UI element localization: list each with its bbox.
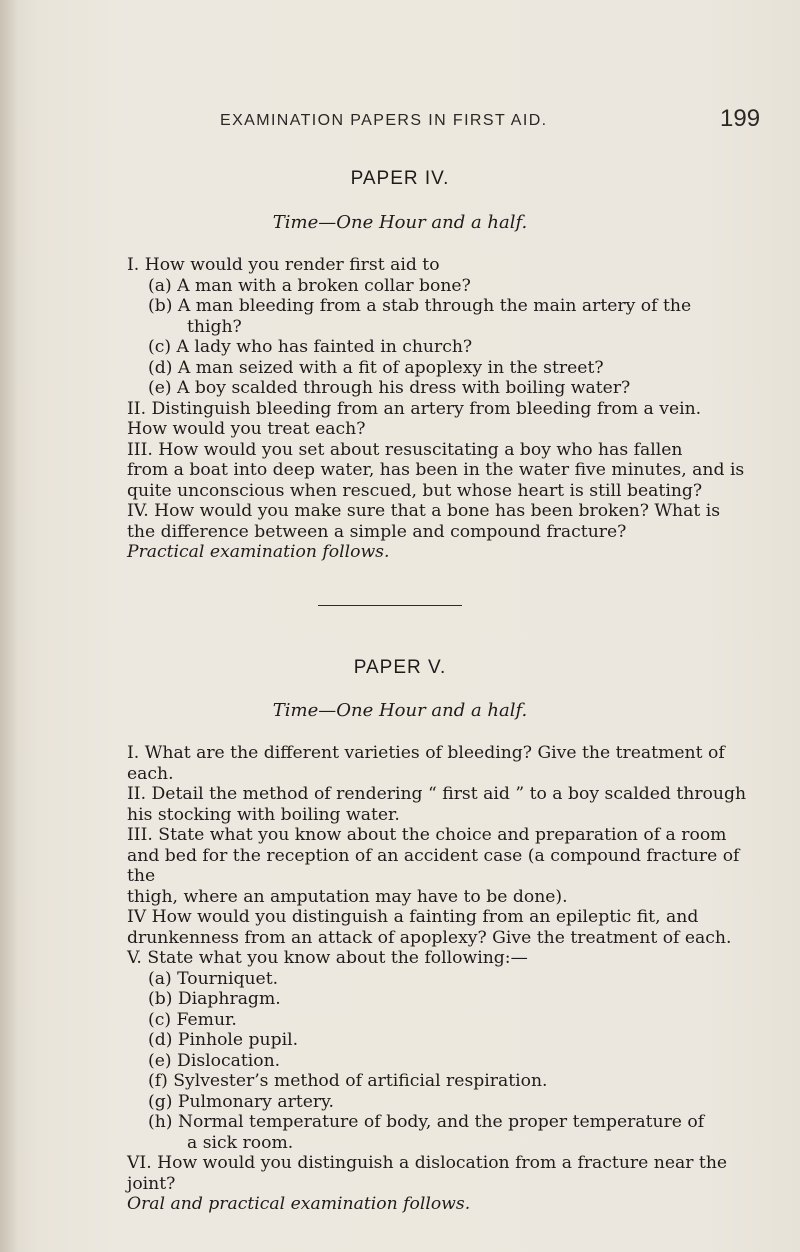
question-line: (c) A lady who has fainted in church? <box>148 337 473 357</box>
paper-4-time: Time—One Hour and a half. <box>272 212 528 233</box>
paper-4-title: PAPER IV. <box>350 168 450 189</box>
question-line: (e) A boy scalded through his dress with boiling water? <box>148 378 631 398</box>
question-line: (b) A man bleeding from a stab through the main artery of the <box>148 296 692 316</box>
question-line: IV. How would you make sure that a bone has been broken? What is <box>127 501 721 521</box>
paper-5-time: Time—One Hour and a half. <box>272 700 528 721</box>
question-line: (h) Normal temperature of body, and the proper temperature of <box>148 1112 705 1132</box>
question-line: (b) Diaphragm. <box>148 989 281 1009</box>
question-line: III. How would you set about resuscitating a boy who has fallen <box>127 439 683 460</box>
question-line: I. How would you render first aid to <box>127 255 440 275</box>
question-line: quite unconscious when rescued, but whose heart is still beating? <box>127 480 703 501</box>
practical-note: Oral and practical examination follows. <box>127 1194 471 1214</box>
practical-note: Practical examination follows. <box>127 542 390 562</box>
question-line: and bed for the reception of an accident case (a compound fracture of the <box>127 845 740 886</box>
question-line: (g) Pulmonary artery. <box>148 1091 335 1112</box>
question-line: (e) Dislocation. <box>148 1050 281 1071</box>
question-line: from a boat into deep water, has been in the water five minutes, and is <box>127 460 745 480</box>
paper-5-questions <box>127 743 747 1215</box>
question-line: II. Detail the method of rendering “ first aid ” to a boy scalded through <box>127 784 747 804</box>
paper-5-title: PAPER V. <box>353 657 447 678</box>
question-line: thigh, where an amputation may have to be done). <box>127 886 568 907</box>
question-line: V. State what you know about the following:— <box>127 948 528 968</box>
section-divider <box>318 605 462 606</box>
question-line: IV How would you distinguish a fainting from an epileptic fit, and <box>127 907 699 927</box>
page-number: 199 <box>720 105 761 132</box>
question-line: (d) Pinhole pupil. <box>148 1030 299 1050</box>
question-line: a sick room. <box>187 1132 294 1153</box>
paper-4-questions <box>127 255 747 563</box>
question-line: III. State what you know about the choice and preparation of a room <box>127 825 727 845</box>
question-line: How would you treat each? <box>127 419 366 439</box>
running-head: EXAMINATION PAPERS IN FIRST AID. <box>220 112 548 129</box>
question-line: (a) Tourniquet. <box>148 968 279 989</box>
question-line: joint? <box>127 1173 176 1194</box>
question-line: his stocking with boiling water. <box>127 804 400 825</box>
question-line: VI. How would you distinguish a dislocation from a fracture near the <box>127 1153 728 1173</box>
question-line: I. What are the different varieties of bleeding? Give the treatment of <box>127 743 725 763</box>
question-line: the difference between a simple and compound fracture? <box>127 521 627 542</box>
question-line: (a) A man with a broken collar bone? <box>148 275 471 296</box>
question-line: (d) A man seized with a fit of apoplexy in the street? <box>148 357 604 378</box>
question-line: each. <box>127 763 174 784</box>
question-line: II. Distinguish bleeding from an artery from bleeding from a vein. <box>127 398 702 419</box>
question-line: thigh? <box>187 316 242 337</box>
question-line: drunkenness from an attack of apoplexy? Give the treatment of each. <box>127 927 732 948</box>
question-line: (c) Femur. <box>148 1009 237 1030</box>
question-line: (f) Sylvester’s method of artificial respiration. <box>148 1071 548 1091</box>
